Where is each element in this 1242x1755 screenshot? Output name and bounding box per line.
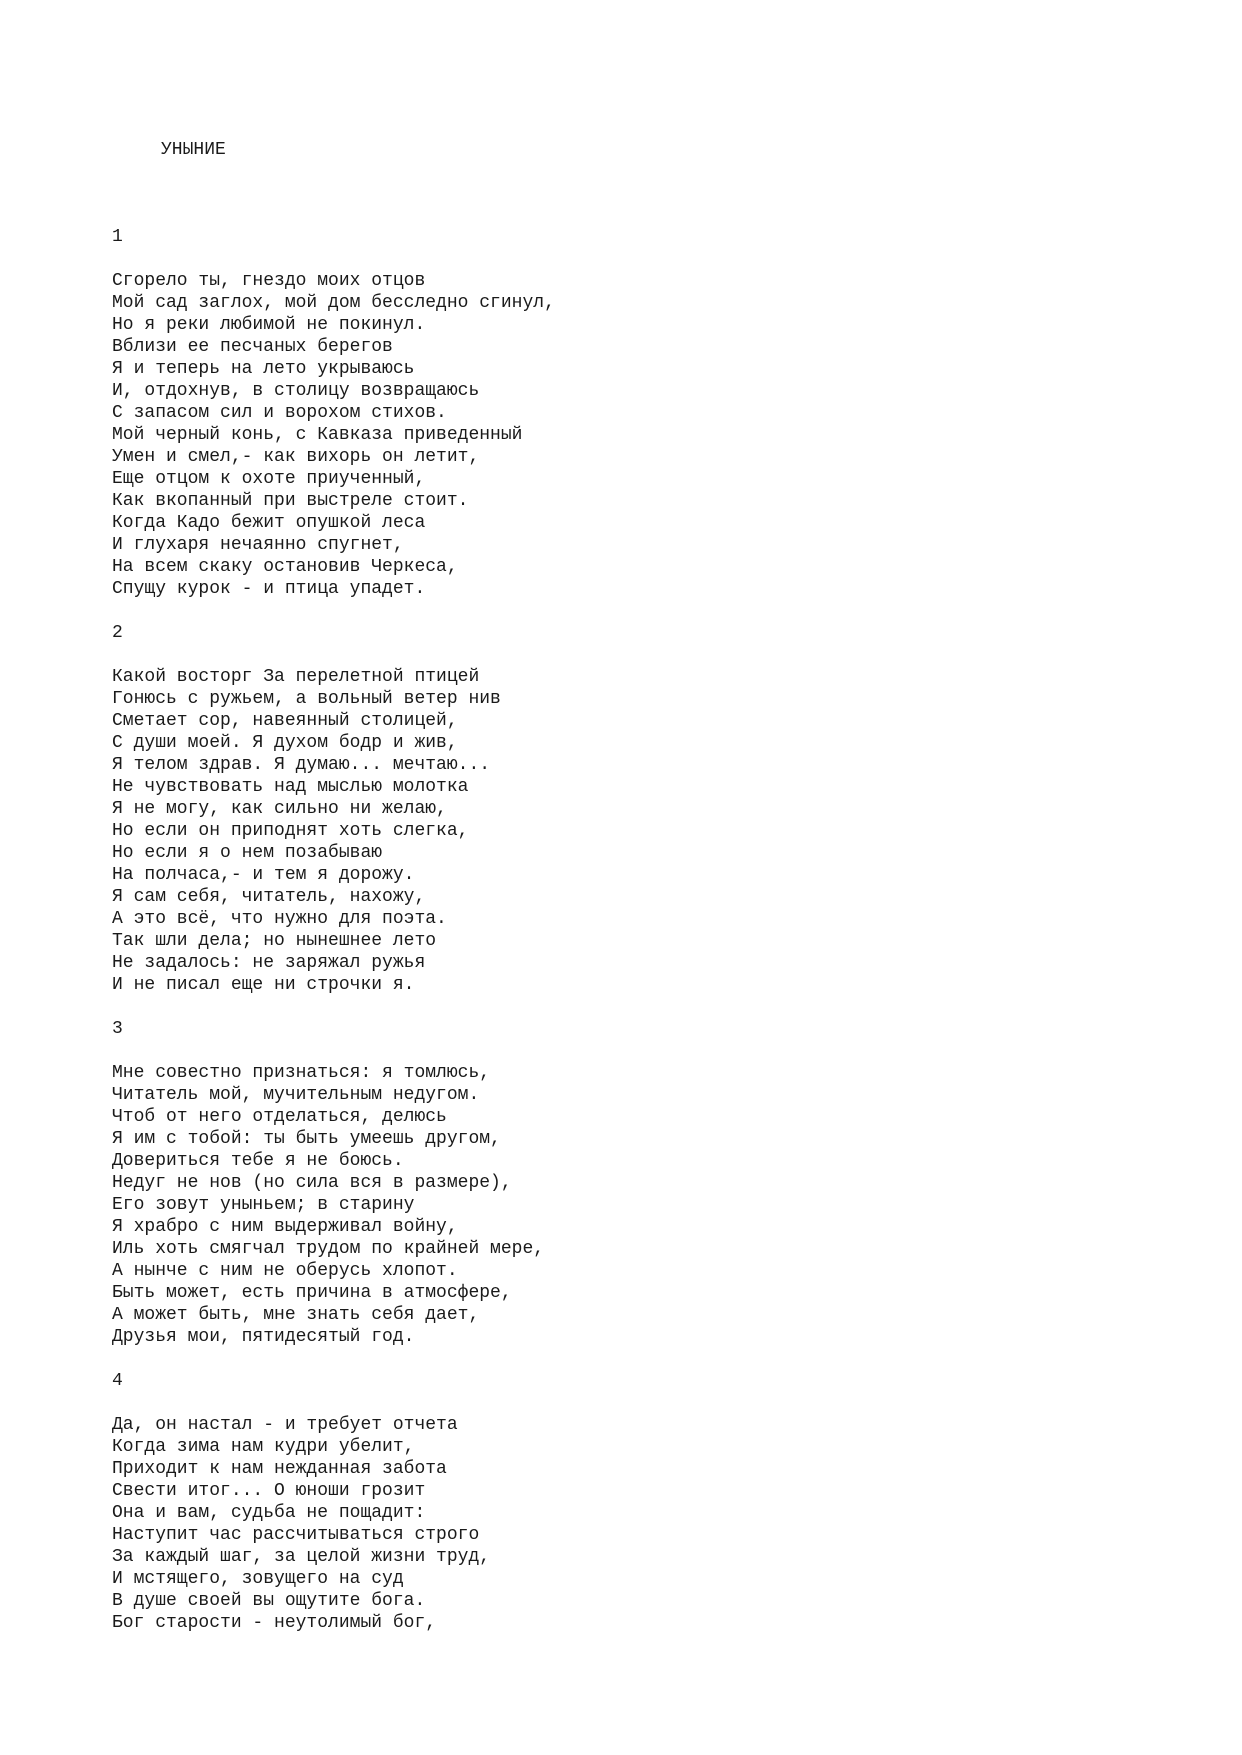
stanza-lines: [112, 270, 1192, 600]
poem-title: УНЫНИЕ: [161, 140, 226, 160]
poem-line: Какой восторг За перелетной птицей: [112, 667, 480, 687]
stanza-number: 3: [112, 1019, 123, 1039]
poem-line: На полчаса,- и тем я дорожу.: [112, 865, 415, 885]
stanza-number: 1: [112, 227, 123, 247]
poem-line: Я телом здрав. Я думаю... мечтаю...: [112, 755, 491, 775]
stanza-number: 4: [112, 1371, 123, 1391]
poem-line: А это всё, что нужно для поэта.: [112, 909, 447, 929]
poem-line: Но если я о нем позабываю: [112, 843, 383, 863]
poem-line: Я не могу, как сильно ни желаю,: [112, 799, 447, 819]
poem-line: Я сам себя, читатель, нахожу,: [112, 887, 426, 907]
poem-line: Его зовут уныньем; в старину: [112, 1195, 415, 1215]
poem-line: Но я реки любимой не покинул.: [112, 315, 426, 335]
poem-line: Она и вам, судьба не пощадит:: [112, 1503, 426, 1523]
poem-line: Так шли дела; но нынешнее лето: [112, 931, 437, 951]
poem-line: За каждый шаг, за целой жизни труд,: [112, 1547, 491, 1567]
poem-line: Сметает сор, навеянный столицей,: [112, 711, 458, 731]
poem-line: Спущу курок - и птица упадет.: [112, 579, 426, 599]
poem-line: И мстящего, зовущего на суд: [112, 1569, 404, 1589]
poem-line: Быть может, есть причина в атмосфере,: [112, 1283, 512, 1303]
poem-line: Умен и смел,- как вихорь он летит,: [112, 447, 480, 467]
poem-line: А нынче с ним не оберусь хлопот.: [112, 1261, 458, 1281]
poem-line: Иль хоть смягчал трудом по крайней мере,: [112, 1239, 545, 1259]
poem-line: Но если он приподнят хоть слегка,: [112, 821, 469, 841]
poem-line: Еще отцом к охоте приученный,: [112, 469, 426, 489]
poem-line: Я храбро с ним выдерживал войну,: [112, 1217, 458, 1237]
poem-line: Свести итог... О юноши грозит: [112, 1481, 426, 1501]
poem-line: Я и теперь на лето укрываюсь: [112, 359, 415, 379]
poem-line: И, отдохнув, в столицу возвращаюсь: [112, 381, 480, 401]
poem-line: В душе своей вы ощутите бога.: [112, 1591, 426, 1611]
poem-line: На всем скаку остановив Черкеса,: [112, 557, 458, 577]
poem-line: Когда Кадо бежит опушкой леса: [112, 513, 426, 533]
stanza-lines: [112, 1062, 1192, 1348]
poem-line: Довериться тебе я не боюсь.: [112, 1151, 404, 1171]
poem-line: Не задалось: не заряжал ружья: [112, 953, 426, 973]
poem-line: И не писал еще ни строчки я.: [112, 975, 415, 995]
poem-line: Не чувствовать над мыслью молотка: [112, 777, 469, 797]
stanza: [112, 1018, 1192, 1348]
poem-line: Да, он настал - и требует отчета: [112, 1415, 458, 1435]
poem-line: С запасом сил и ворохом стихов.: [112, 403, 447, 423]
poem-line: Приходит к нам нежданная забота: [112, 1459, 447, 1479]
poem-line: Мне совестно признаться: я томлюсь,: [112, 1063, 491, 1083]
poem-line: Читатель мой, мучительным недугом.: [112, 1085, 480, 1105]
poem-line: Когда зима нам кудри убелит,: [112, 1437, 415, 1457]
poem-line: Сгорело ты, гнездо моих отцов: [112, 271, 426, 291]
poem-line: Друзья мои, пятидесятый год.: [112, 1327, 415, 1347]
poem-line: Мой черный конь, с Кавказа приведенный: [112, 425, 523, 445]
poem-line: И глухаря нечаянно спугнет,: [112, 535, 404, 555]
poem-line: С души моей. Я духом бодр и жив,: [112, 733, 458, 753]
poem-body: [112, 226, 1192, 1656]
poem-line: Недуг не нов (но сила вся в размере),: [112, 1173, 512, 1193]
poem-line: Как вкопанный при выстреле стоит.: [112, 491, 469, 511]
poem-line: Мой сад заглох, мой дом бесследно сгинул,: [112, 293, 555, 313]
stanza: [112, 226, 1192, 600]
poem-line: Чтоб от него отделаться, делюсь: [112, 1107, 447, 1127]
poem-line: Я им с тобой: ты быть умеешь другом,: [112, 1129, 501, 1149]
stanza-lines: [112, 666, 1192, 996]
stanza-lines: [112, 1414, 1192, 1634]
poem-line: А может быть, мне знать себя дает,: [112, 1305, 480, 1325]
stanza-number: 2: [112, 623, 123, 643]
poem-line: Гонюсь с ружьем, а вольный ветер нив: [112, 689, 501, 709]
stanza: [112, 1370, 1192, 1634]
stanza: [112, 622, 1192, 996]
poem-line: Бог старости - неутолимый бог,: [112, 1613, 437, 1633]
poem-line: Вблизи ее песчаных берегов: [112, 337, 393, 357]
poem-line: Наступит час рассчитываться строго: [112, 1525, 480, 1545]
